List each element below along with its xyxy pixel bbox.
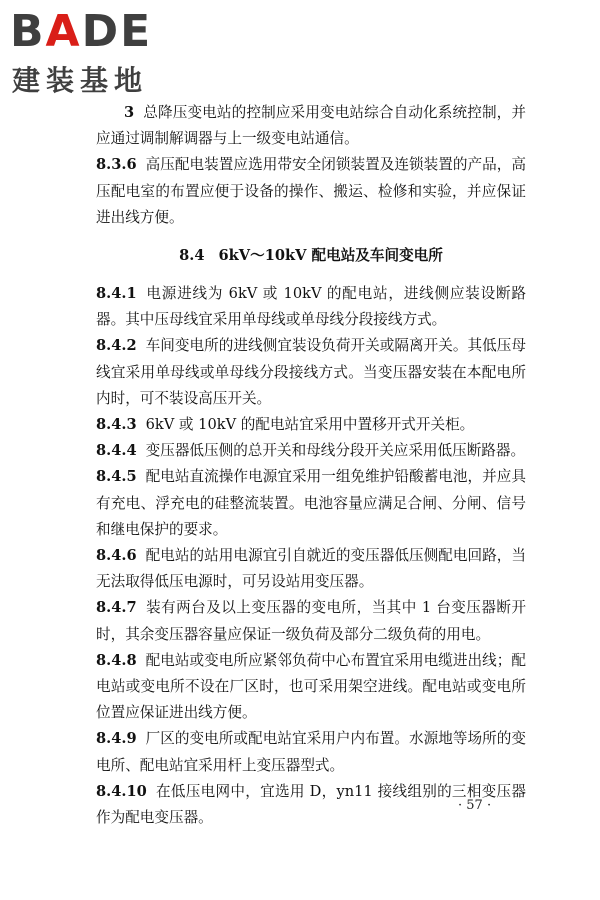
clause-number: 8.4.5 bbox=[96, 468, 137, 486]
logo-wordmark bbox=[10, 6, 152, 58]
clause bbox=[96, 438, 526, 464]
clause bbox=[96, 648, 526, 727]
clause bbox=[96, 152, 526, 231]
clause-text: 厂区的变电所或配电站宜采用户内布置。水源地等场所的变电所、配电站宜采用杆上变压器型式。 bbox=[96, 730, 526, 774]
clause-text: 6kV 或 10kV 的配电站宜采用中置移开式开关柜。 bbox=[145, 416, 475, 434]
logo-letter-a: A bbox=[45, 6, 82, 57]
clause bbox=[96, 412, 526, 438]
page-number: · 57 · bbox=[458, 798, 492, 813]
clause-number: 8.4.6 bbox=[96, 547, 137, 565]
clause-text: 配电站的站用电源宜引自就近的变压器低压侧配电回路，当无法取得低压电源时，可另设站用变压器。 bbox=[96, 547, 526, 591]
clause bbox=[96, 464, 526, 543]
logo-letters-de: DE bbox=[81, 6, 153, 57]
section-heading bbox=[96, 243, 526, 269]
clause-number: 8.4.8 bbox=[96, 651, 137, 669]
section-number: 8.4 bbox=[179, 247, 205, 265]
publisher-logo bbox=[10, 6, 180, 102]
clause-number: 8.4.2 bbox=[96, 337, 137, 355]
page-body bbox=[96, 100, 526, 831]
item-number: 3 bbox=[124, 104, 135, 121]
clause-number: 8.4.10 bbox=[96, 782, 147, 800]
clause-text: 配电站或变电所应紧邻负荷中心布置宜采用电缆进出线；配电站或变电所不设在厂区时，也可采用架空进线。配电站或变电所位置应保证进出线方便。 bbox=[96, 651, 526, 722]
clause-text: 装有两台及以上变压器的变电所，当其中 1 台变压器断开时，其余变压器容量应保证一级负荷及部分二级负荷的用电。 bbox=[96, 599, 526, 643]
clause-text: 在低压电网中，宜选用 D，yn11 接线组别的三相变压器作为配电变压器。 bbox=[96, 782, 526, 827]
clause-text: 变压器低压侧的总开关和母线分段开关应采用低压断路器。 bbox=[145, 442, 526, 460]
clause-number: 8.3.6 bbox=[96, 156, 137, 174]
item-text: 总降压变电站的控制应采用变电站综合自动化系统控制，并应通过调制解调器与上一级变电站通信。 bbox=[96, 104, 526, 148]
clause bbox=[96, 281, 526, 333]
clause bbox=[96, 333, 526, 412]
clause bbox=[96, 726, 526, 778]
clause-text: 配电站直流操作电源宜采用一组免维护铅酸蓄电池，并应具有充电、浮充电的硅整流装置。电池容量应满足合闸、分闸、信号和继电保护的要求。 bbox=[96, 468, 526, 538]
clause-number: 8.4.4 bbox=[96, 442, 137, 460]
clause-number: 8.4.3 bbox=[96, 416, 137, 434]
clause bbox=[96, 595, 526, 647]
logo-letter-b: B bbox=[10, 6, 46, 57]
clause-text: 车间变电所的进线侧宜装设负荷开关或隔离开关。其低压母线宜采用单母线或单母线分段接线方式。当变压器安装在本配电所内时，可不装设高压开关。 bbox=[96, 337, 526, 407]
clause-text: 电源进线为 6kV 或 10kV 的配电站，进线侧应装设断路器。其中压母线宜采用单母线或单母线分段接线方式。 bbox=[96, 285, 526, 329]
logo-subtitle: 建装基地 bbox=[12, 64, 149, 97]
clause-number: 8.4.9 bbox=[96, 730, 137, 748]
clause-number: 8.4.1 bbox=[96, 285, 137, 303]
section-title: 6kV～10kV 配电站及车间变电所 bbox=[218, 247, 443, 265]
list-item bbox=[96, 100, 526, 152]
clause bbox=[96, 543, 526, 595]
clause-number: 8.4.7 bbox=[96, 599, 137, 617]
clause-text: 高压配电装置应选用带安全闭锁装置及连锁装置的产品，高压配电室的布置应便于设备的操作、搬运、检修和实验，并应保证进出线方便。 bbox=[96, 156, 526, 226]
